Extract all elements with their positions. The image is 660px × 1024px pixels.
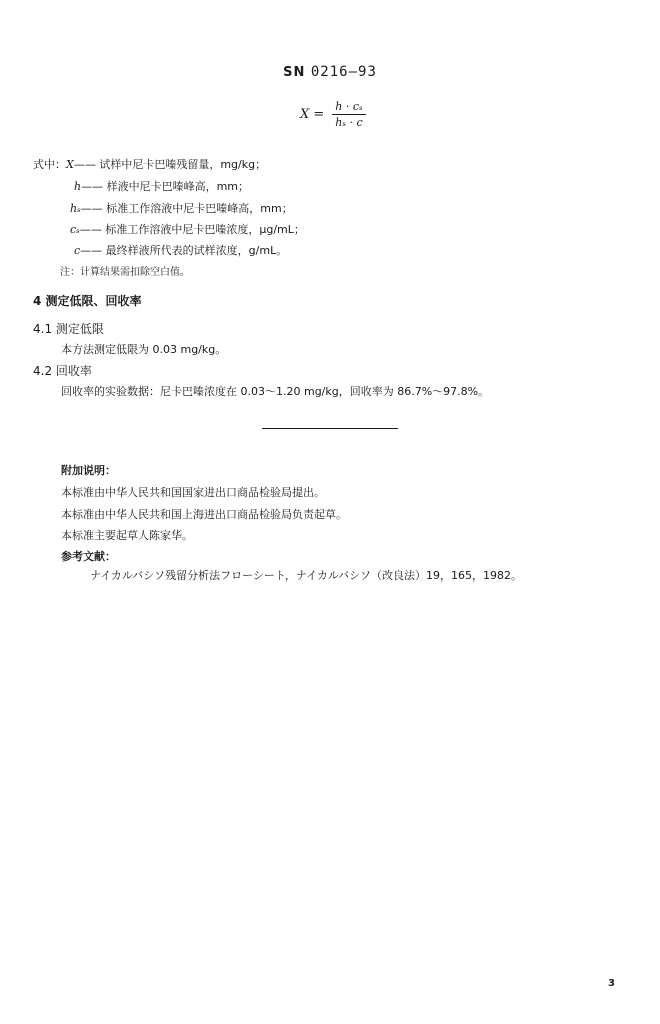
page-number: 3	[608, 978, 615, 989]
appendix-title: 附加说明：	[61, 464, 116, 477]
where-intro: 式中：	[33, 158, 66, 171]
where-line-1	[33, 156, 266, 172]
formula-numerator: h · cₛ	[335, 100, 363, 113]
where-symbol: h	[74, 180, 82, 193]
formula-lhs: X =	[300, 107, 325, 122]
formula-denominator: hₛ · c	[335, 116, 363, 129]
section-4-2-text: 回收率的实验数据：尼卡巴嗪浓度在 0.03～1.20 mg/kg，回收率为 86.7%～97.8%。	[61, 385, 490, 398]
formula-fraction	[332, 100, 366, 129]
where-text: —— 标准工作溶液中尼卡巴嗪峰高，mm；	[80, 202, 293, 215]
calculation-note: 注：计算结果需扣除空白值。	[60, 267, 190, 278]
fraction-bar	[332, 114, 366, 115]
section-4-2-title: 4.2 回收率	[33, 364, 92, 378]
where-symbol: cₛ	[70, 223, 80, 236]
section-4-1-title: 4.1 测定低限	[33, 322, 104, 336]
where-symbol: X	[66, 158, 74, 171]
where-text: —— 标准工作溶液中尼卡巴嗪浓度，μg/mL；	[79, 223, 305, 236]
where-text: —— 最终样液所代表的试样浓度，g/mL。	[80, 244, 288, 257]
standard-prefix: SN	[283, 65, 306, 80]
page-header	[0, 64, 660, 80]
where-text: —— 试样中尼卡巴嗪残留量，mg/kg；	[73, 158, 267, 171]
appendix-line-2: 本标准由中华人民共和国上海进出口商品检验局负责起草。	[61, 508, 347, 521]
divider-rule	[262, 428, 398, 429]
where-line-5	[74, 242, 287, 258]
appendix-line-3: 本标准主要起草人陈家华。	[61, 529, 193, 542]
section-4-title: 4 测定低限、回收率	[33, 294, 142, 308]
reference-entry: ナイカルバシソ残留分析法フローシート，ナイカルバシソ（改良法）19，165，1982。	[90, 569, 523, 582]
standard-code: 0216—93	[310, 64, 377, 80]
section-4-1-text: 本方法测定低限为 0.03 mg/kg。	[61, 343, 227, 356]
where-line-3	[70, 200, 293, 216]
where-line-4	[70, 221, 305, 237]
appendix-line-1: 本标准由中华人民共和国国家进出口商品检验局提出。	[61, 486, 325, 499]
where-line-2	[74, 178, 249, 194]
references-title: 参考文献：	[61, 550, 116, 563]
where-text: —— 样液中尼卡巴嗪峰高，mm；	[81, 180, 250, 193]
where-symbol: hₛ	[70, 202, 81, 215]
where-symbol: c	[74, 244, 81, 257]
